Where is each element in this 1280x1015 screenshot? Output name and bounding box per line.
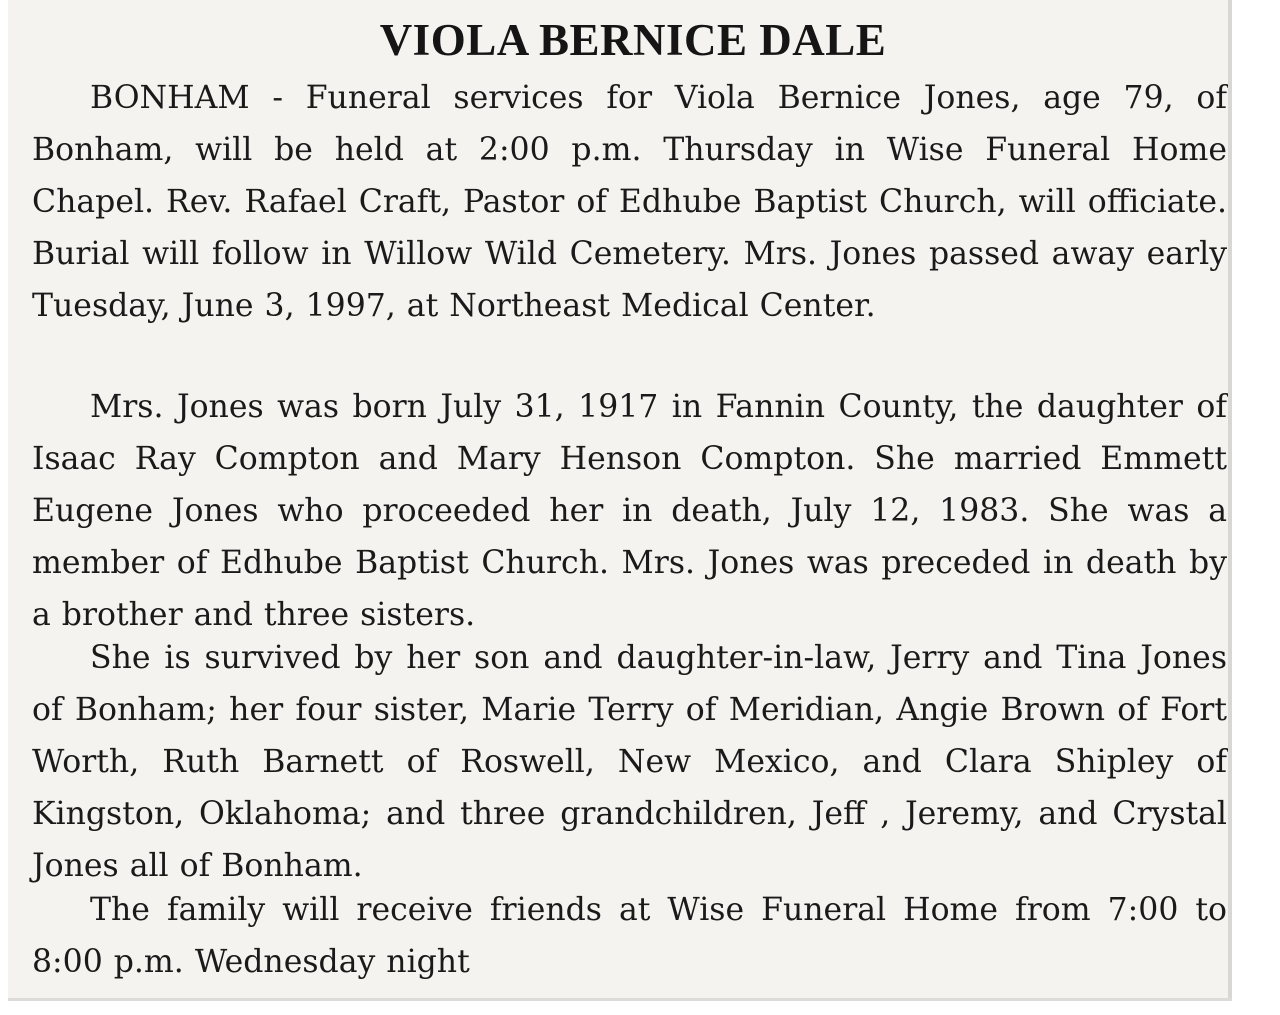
clipping-bottom-edge <box>8 998 1232 1001</box>
paragraph-survivors: She is survived by her son and daughter-in-law, Jerry and Tina Jones of Bonham; her four sister, Marie Terry of Meridian, Angie Brown of Fort Worth, Ruth Barnett of Roswell, New Mexico, and Clara Shipley of Kingston, Oklahoma; and three grandchildren, Jeff , Jeremy, and Crystal Jones all of Bonham. <box>32 640 1227 884</box>
clipping-right-edge <box>1228 0 1232 1000</box>
headline: VIOLA BERNICE DALE <box>379 15 887 65</box>
obituary-clipping <box>8 0 1228 1000</box>
paragraph-funeral-services: BONHAM - Funeral services for Viola Bernice Jones, age 79, of Bonham, will be held at 2:00 p.m. Thursday in Wise Funeral Home Chapel. Rev. Rafael Craft, Pastor of Edhube Baptist Church, will officiate. Burial will follow in Willow Wild Cemetery. Mrs. Jones passed away early Tuesday, June 3, 1997, at Northeast Medical Center. <box>32 80 1227 324</box>
paragraph-visitation: The family will receive friends at Wise Funeral Home from 7:00 to 8:00 p.m. Wednesday night <box>32 892 1227 980</box>
paragraph-biography: Mrs. Jones was born July 31, 1917 in Fannin County, the daughter of Isaac Ray Compton and Mary Henson Compton. She married Emmett Eugene Jones who proceeded her in death, July 12, 1983. She was a member of Edhube Baptist Church. Mrs. Jones was preceded in death by a brother and three sisters. <box>32 389 1227 633</box>
